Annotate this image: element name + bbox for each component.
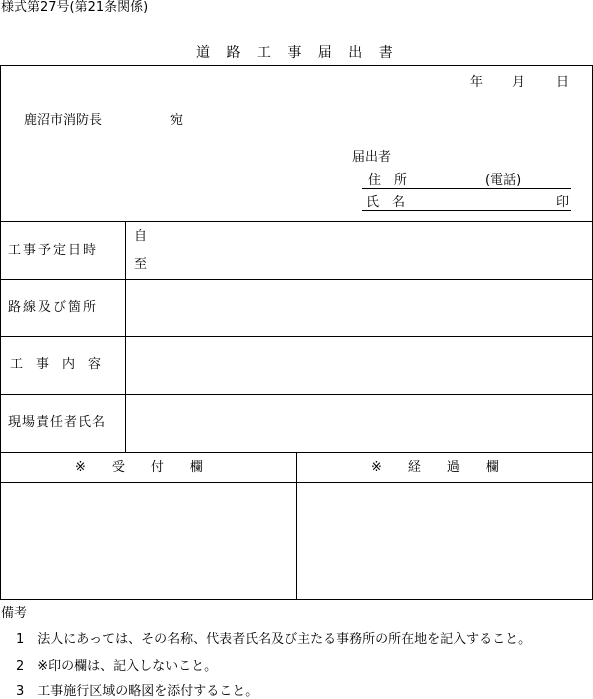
address-underline (362, 188, 571, 189)
row-divider-4 (0, 394, 593, 395)
footer-column-divider (296, 452, 297, 600)
seal-mark: 印 (556, 195, 570, 210)
name-underline (362, 210, 571, 211)
row-divider-2 (0, 279, 593, 280)
to-label: 至 (134, 257, 148, 272)
from-label: 自 (134, 229, 148, 244)
name-label: 氏 名 (366, 195, 406, 210)
progress-column-header: ※ 経 過 欄 (371, 460, 499, 475)
form-number-label: 様式第27号(第21条関係) (1, 0, 149, 15)
label-column-divider (125, 221, 126, 452)
phone-label: (電話) (485, 173, 522, 188)
year-label: 年 (470, 75, 484, 90)
note-item: 2 ※印の欄は、記入しないこと。 (16, 659, 218, 674)
supervisor-label: 現場責任者氏名 (8, 415, 107, 430)
row-divider-1 (0, 221, 593, 222)
day-label: 日 (556, 75, 570, 90)
route-label: 路線及び箇所 (8, 300, 99, 315)
addressee-name: 鹿沼市消防長 (24, 113, 103, 128)
reception-column-header: ※ 受 付 欄 (75, 460, 203, 475)
notifier-label: 届出者 (352, 150, 392, 165)
note-item: 3 工事施行区域の略図を添付すること。 (16, 684, 259, 699)
month-label: 月 (512, 75, 526, 90)
document-title: 道 路 工 事 届 出 書 (196, 45, 399, 61)
note-item: 1 法人にあっては、その名称、代表者氏名及び主たる事務所の所在地を記入すること。 (16, 632, 532, 647)
content-label: 工 事 内 容 (10, 357, 102, 372)
addressee-suffix: 宛 (170, 113, 184, 128)
schedule-label: 工事予定日時 (8, 243, 99, 258)
row-divider-3 (0, 336, 593, 337)
notes-heading: 備考 (1, 606, 28, 621)
address-label: 住 所 (368, 173, 408, 188)
